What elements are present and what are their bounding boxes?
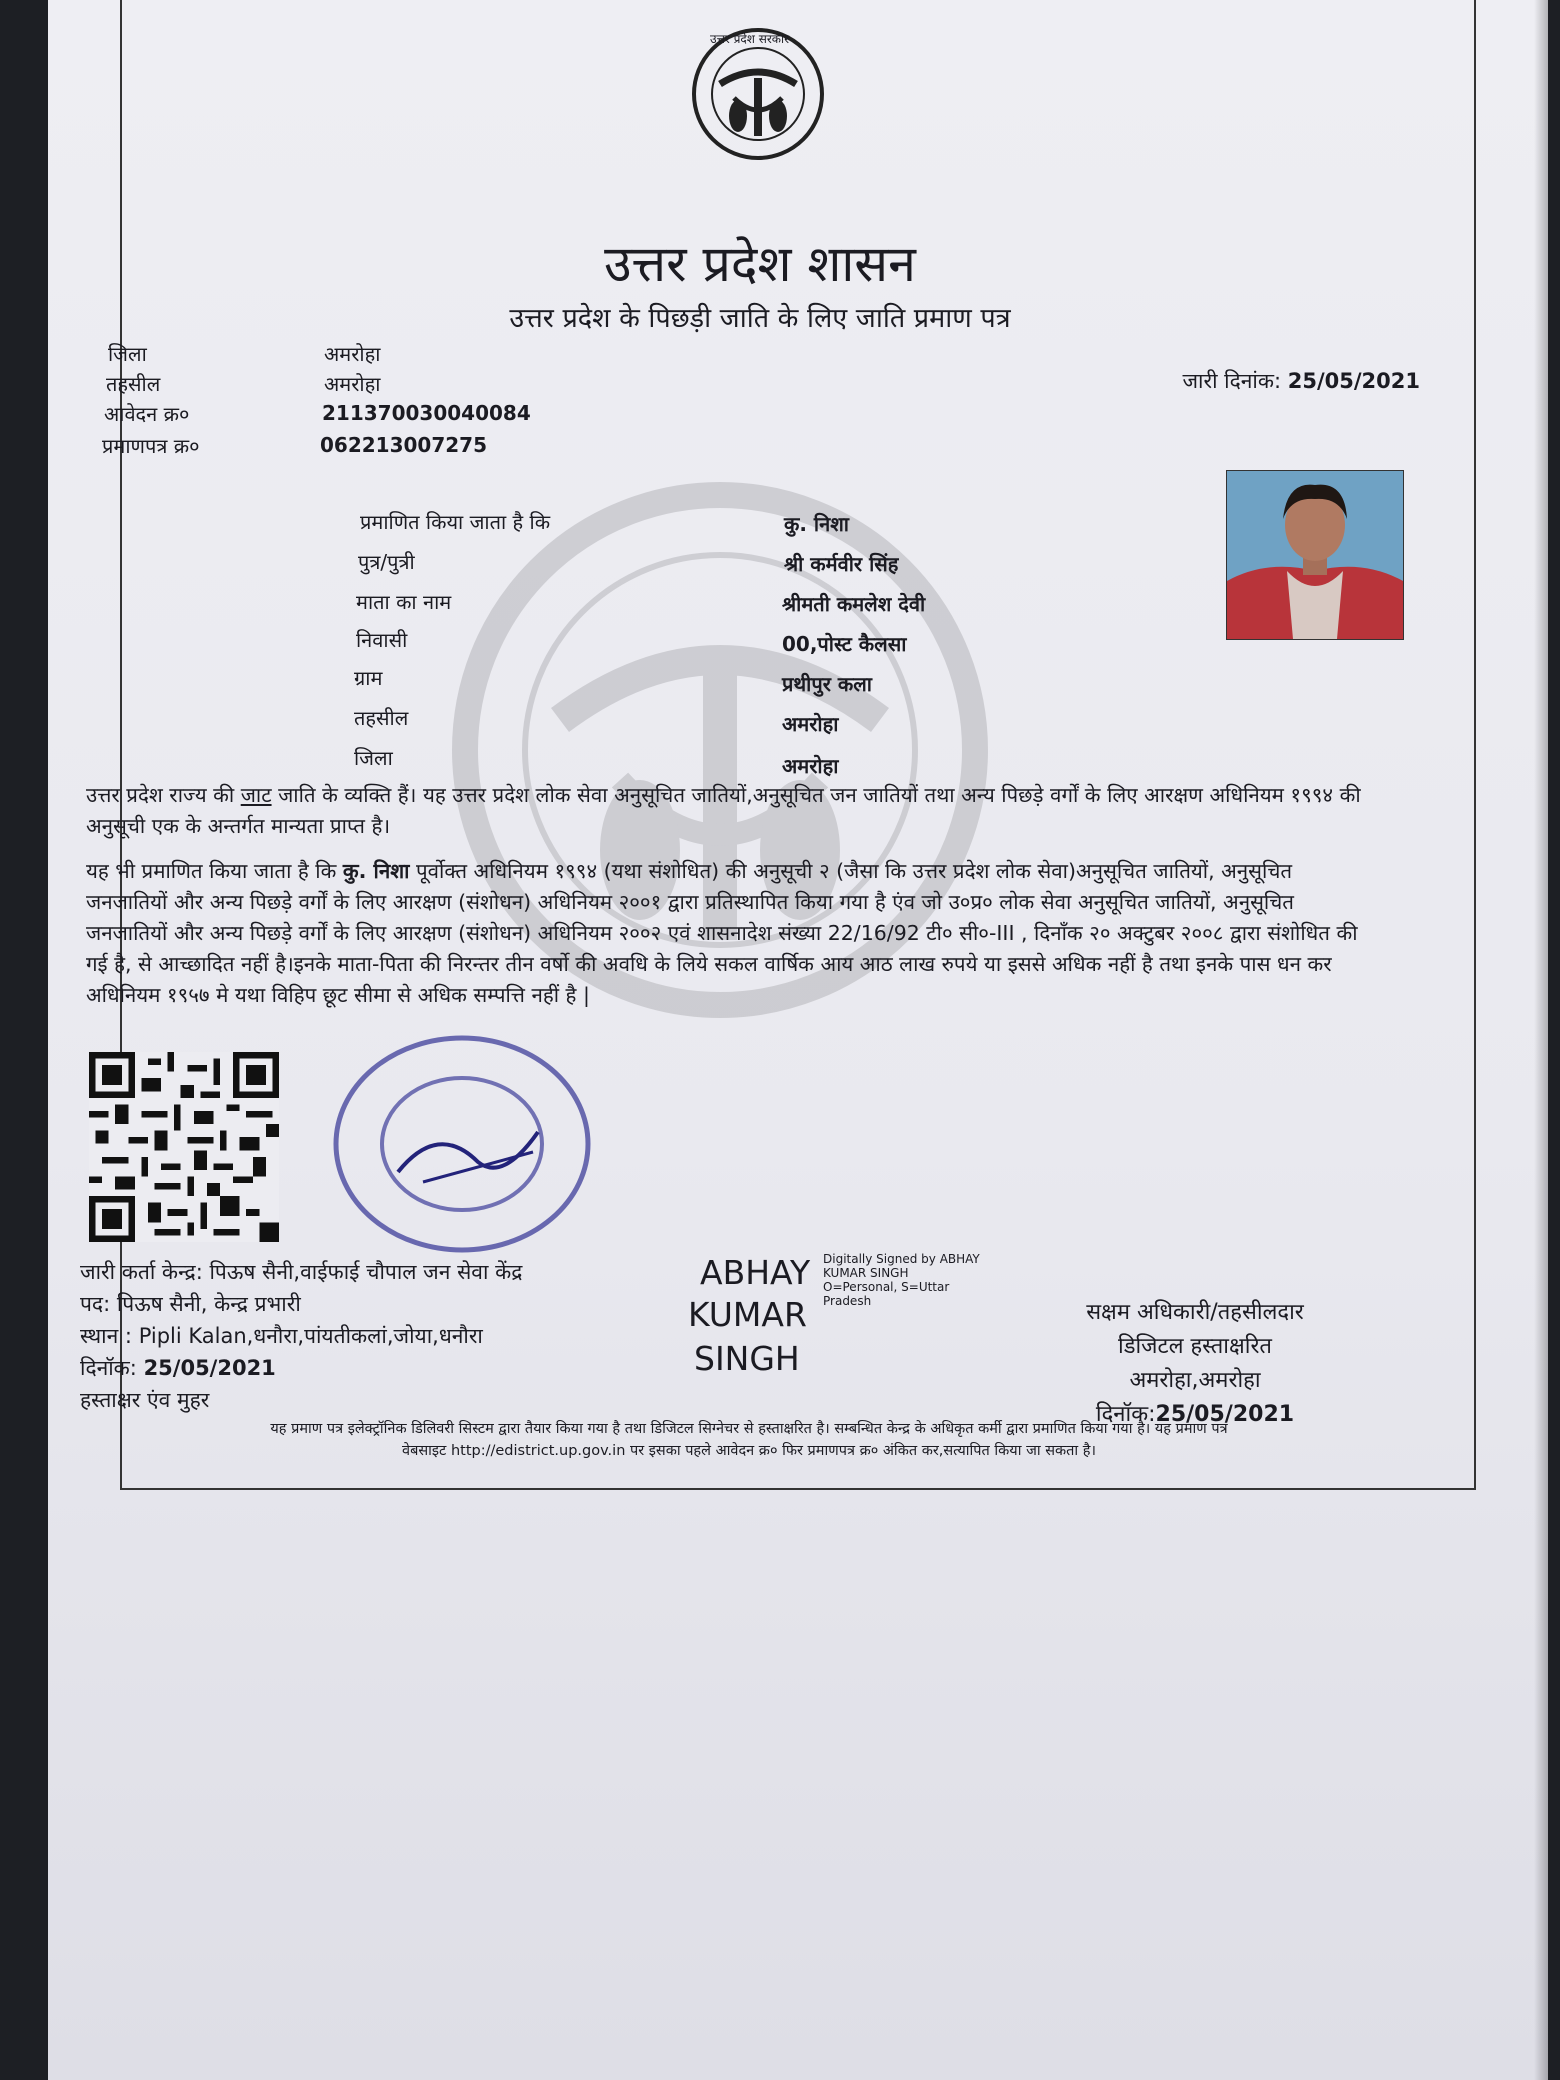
official-seal-icon <box>328 1032 596 1262</box>
signer-name-line2: KUMAR <box>688 1295 807 1334</box>
detail-label: माता का नाम <box>356 590 452 614</box>
caste-name: जाट <box>240 783 272 807</box>
signer-name-line3: SINGH <box>694 1339 800 1378</box>
page-subtitle: उत्तर प्रदेश के पिछड़ी जाति के लिए जाति प्रमाण पत्र <box>509 303 1011 334</box>
issue-date-value: 25/05/2021 <box>1287 369 1420 393</box>
applicant-photo <box>1226 470 1404 640</box>
issuer-date-label: दिनॉक: <box>80 1356 144 1380</box>
issuer-signature-label: हस्ताक्षर एंव मुहर <box>80 1388 210 1412</box>
paragraph-text: यह भी प्रमाणित किया जाता है कि <box>86 859 343 883</box>
footer-line: यह प्रमाण पत्र इलेक्ट्रॉनिक डिलिवरी सिस्टम द्वारा तैयार किया गया है तथा डिजिटल सिग्नेचर से हस्ताक्षरित है। सम्बन्धित केन्द्र के अधिकृत कर्मी द्वारा प्रमाणित किया गया है। यह प्रमाण पत्र <box>270 1421 1228 1437</box>
page-title: उत्तर प्रदेश शासन <box>604 235 916 293</box>
signature-note-line: Pradesh <box>823 1294 872 1308</box>
digital-signature-note <box>823 1252 980 1308</box>
issuer-center: जारी कर्ता केन्द्र: पिऊष सैनी,वाईफाई चौपाल जन सेवा केंद्र <box>80 1260 523 1284</box>
tehsil-label: तहसील <box>106 372 161 396</box>
certificate-paragraph-2 <box>86 856 1376 1011</box>
authority-title: सक्षम अधिकारी/तहसीलदार <box>1086 1300 1304 1325</box>
detail-label: तहसील <box>354 706 409 730</box>
certificate-paragraph-1 <box>86 780 1376 842</box>
applicant-name: कु. निशा <box>342 859 410 883</box>
qr-code-icon <box>86 1052 282 1242</box>
paragraph-text: पूर्वोक्त अधिनियम १९९४ (यथा संशोधित) की अनुसूची २ (जैसा कि उत्तर प्रदेश लोक सेवा)अनुसूचित जातियों, अनुसूचित जनजातियों और अन्य पिछड़े वर्गों के लिए आरक्षण (संशोधन) अधिनियम २००१ द्वारा प्रतिस्थापित किया गया है एंव जो उ०प्र० लोक सेवा अनुसूचित जातियों, अनुसूचित जनजातियों और अन्य पिछड़े वर्गों के लिए आरक्षण (संशोधन) अधिनियम २००२ एवं शासनादेश संख्या 22/16/92 टी० सी०-III , दिनाँक २० अक्टुबर २००८ द्वारा संशोधित की गई है, से आच्छादित नहीं है।इनके माता-पिता की निरन्तर तीन वर्षो की अवधि के लिये सकल वार्षिक आय आठ लाख रुपये या इससे अधिक नहीं है तथा इनके पास धन कर अधिनियम १९५७ मे यथा विहिप छूट सीमा से अधिक सम्पत्ति नहीं है | <box>86 859 1358 1007</box>
detail-label: पुत्र/पुत्री <box>358 550 415 574</box>
signature-note-line: Digitally Signed by ABHAY <box>823 1252 980 1266</box>
authority-date-value: 25/05/2021 <box>1155 1402 1295 1427</box>
signature-note-line: KUMAR SINGH <box>823 1266 909 1280</box>
issuer-date <box>80 1354 276 1382</box>
applicant-photo-icon <box>1227 471 1403 639</box>
detail-label: प्रमाणित किया जाता है कि <box>360 510 551 534</box>
signature-note-line: O=Personal, S=Uttar <box>823 1280 950 1294</box>
detail-value: श्री कर्मवीर सिंह <box>784 552 899 576</box>
application-label: आवेदन क्र० <box>104 402 190 426</box>
tehsil-value: अमरोहा <box>324 372 381 396</box>
certificate-number: 062213007275 <box>320 433 487 457</box>
issuer-post: पद: पिऊष सैनी, केन्द्र प्रभारी <box>80 1292 301 1316</box>
signer-name-line1: ABHAY <box>700 1253 811 1292</box>
authority-digital: डिजिटल हस्ताक्षरित <box>1118 1334 1272 1359</box>
detail-value: अमरोहा <box>782 712 839 736</box>
detail-label: ग्राम <box>354 666 383 690</box>
issue-date <box>1182 367 1420 395</box>
detail-value: अमरोहा <box>782 754 839 778</box>
detail-value: 00,पोस्ट कैलसा <box>782 632 907 656</box>
detail-label: जिला <box>354 746 393 770</box>
issuer-date-value: 25/05/2021 <box>143 1356 276 1380</box>
district-value: अमरोहा <box>324 342 381 366</box>
district-label: जिला <box>108 342 147 366</box>
paragraph-text: उत्तर प्रदेश राज्य की <box>86 783 241 807</box>
footer-line: वेबसाइट http://edistrict.up.gov.in पर इसका पहले आवेदन क्र० फिर प्रमाणपत्र क्र० अंकित कर,सत्यापित किया जा सकता है। <box>402 1443 1096 1459</box>
certificate-label: प्रमाणपत्र क्र० <box>102 434 200 458</box>
emblem-text: उत्तर प्रदेश सरकार <box>710 32 790 46</box>
issue-date-label: जारी दिनांक: <box>1182 369 1282 393</box>
issuer-place: स्थान : Pipli Kalan,धनौरा,पांयतीकलां,जोया,धनौरा <box>80 1324 483 1348</box>
authority-place: अमरोहा,अमरोहा <box>1129 1368 1261 1393</box>
detail-value: प्रथीपुर कला <box>782 672 872 696</box>
authority-date-label: दिनॉक: <box>1095 1402 1156 1427</box>
application-number: 211370030040084 <box>322 401 531 425</box>
paragraph-text: जाति के व्यक्ति हैं। यह उत्तर प्रदेश लोक सेवा अनुसूचित जातियों,अनुसूचित जन जातियों तथा अन्य पिछड़े वर्गों के लिए आरक्षण अधिनियम १९९४ की अनुसूची एक के अन्तर्गत मान्यता प्राप्त है। <box>86 783 1361 838</box>
detail-value: कु. निशा <box>784 512 849 536</box>
detail-value: श्रीमती कमलेश देवी <box>782 592 926 616</box>
detail-label: निवासी <box>356 628 408 652</box>
certificate-footer <box>86 1418 1412 1462</box>
